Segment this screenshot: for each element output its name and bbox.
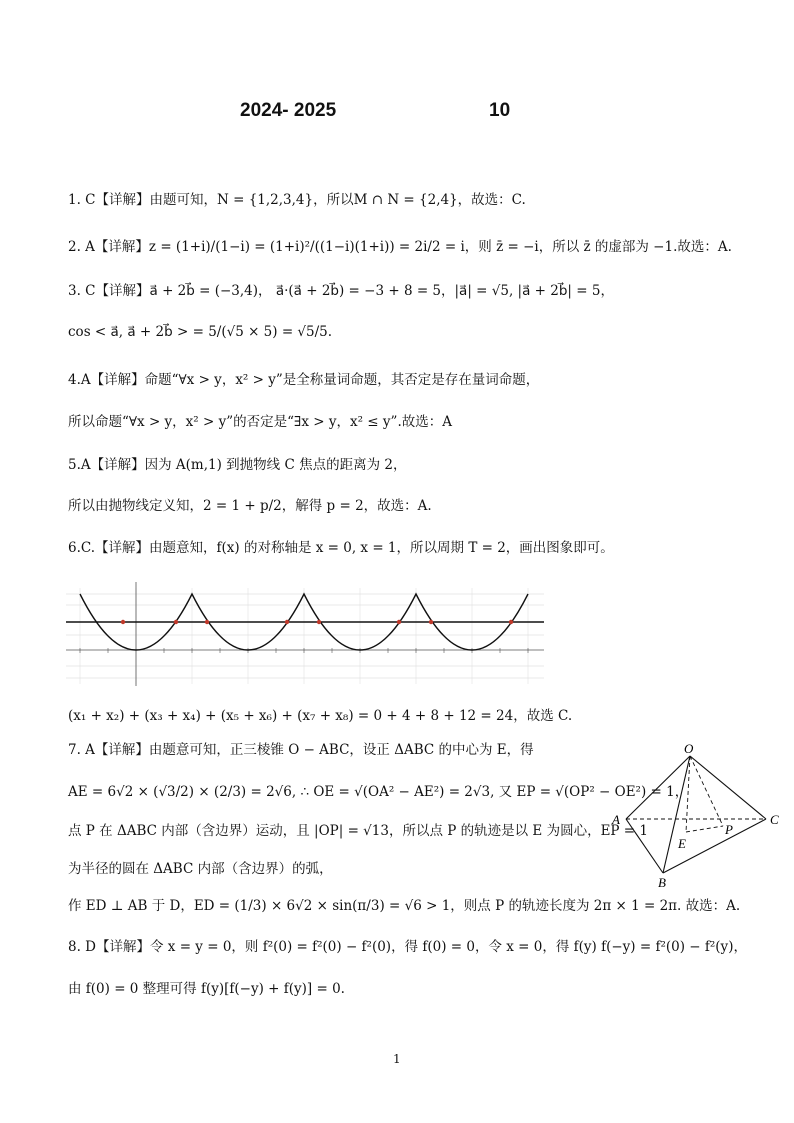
- answer-line-8b: 由 f(0) = 0 整理可得 f(y)[f(−y) + f(y)] = 0.: [68, 981, 345, 997]
- answer-line-7d: 为半径的圆在 ΔABC 内部（含边界）的弧，: [68, 861, 333, 877]
- answer-line-6b: (x₁ + x₂) + (x₃ + x₄) + (x₅ + x₆) + (x₇ + x₈) = 0 + 4 + 8 + 12 = 24，故选 C.: [68, 708, 573, 724]
- label-O: O: [684, 742, 694, 756]
- page-header-years: 2024- 2025: [240, 100, 337, 121]
- edge-OB: [663, 756, 690, 873]
- edge-OA: [626, 756, 690, 819]
- answer-line-7e: 作 ED ⊥ AB 于 D，ED = (1/3) × 6√2 × sin(π/3) = √6 > 1，则点 P 的轨迹长度为 2π × 1 = 2π. 故选：A.: [68, 898, 741, 914]
- label-C: C: [770, 812, 779, 827]
- answer-line-2: 2. A【详解】z = (1+i)/(1−i) = (1+i)²/((1−i)(1+i)) = 2i/2 = i，则 z̄ = −i，所以 z̄ 的虚部为 −1.故选：A.: [68, 239, 732, 255]
- periodic-function-graph: [66, 578, 546, 688]
- answer-line-4a: 4.A【详解】命题“∀x > y，x² > y”是全称量词命题，其否定是存在量词命题，: [68, 372, 540, 388]
- x-axis-ticks: [80, 648, 528, 653]
- answer-line-3b: cos < a⃗, a⃗ + 2b⃗ > = 5/(√5 × 5) = √5/5.: [68, 324, 333, 340]
- answer-line-7c: 点 P 在 ΔABC 内部（含边界）运动，且 |OP| = √13，所以点 P 的轨迹是以 E 为圆心，EP = 1: [68, 823, 648, 839]
- answer-line-5a: 5.A【详解】因为 A(m,1) 到抛物线 C 焦点的距离为 2，: [68, 457, 407, 473]
- answer-line-5b: 所以由抛物线定义知，2 = 1 + p/2，解得 p = 2，故选：A.: [68, 498, 432, 514]
- label-A: A: [612, 812, 620, 827]
- label-B: B: [658, 875, 666, 890]
- segment-OE: [686, 756, 690, 832]
- answer-line-6a: 6.C.【详解】由题意知，f(x) 的对称轴是 x = 0, x = 1，所以周期 T = 2，画出图象即可。: [68, 540, 614, 556]
- label-E: E: [678, 836, 686, 851]
- answer-line-7b: AE = 6√2 × (√3/2) × (2/3) = 2√6, ∴ OE = √(OA² − AE²) = 2√3, 又 EP = √(OP² − OE²) = 1，: [68, 784, 689, 800]
- segment-OP: [690, 756, 723, 826]
- answer-line-8a: 8. D【详解】令 x = y = 0，则 f²(0) = f²(0) − f²(0)，得 f(0) = 0，令 x = 0，得 f(y) f(−y) = f²(0) − f²(y)，: [68, 939, 747, 955]
- edge-OC: [690, 756, 766, 819]
- triangular-pyramid-diagram: [608, 742, 788, 892]
- answer-line-4b: 所以命题“∀x > y，x² > y”的否定是“∃x > y，x² ≤ y”.故选：A: [68, 414, 452, 430]
- answer-line-7a: 7. A【详解】由题意可知，正三棱锥 O − ABC，设正 ΔABC 的中心为 E，得: [68, 742, 534, 758]
- answer-line-3a: 3. C【详解】a⃗ + 2b⃗ = (−3,4)， a⃗·(a⃗ + 2b⃗) = −3 + 8 = 5，|a⃗| = √5, |a⃗ + 2b⃗| = 5，: [68, 283, 614, 299]
- page-number: 1: [393, 1052, 401, 1066]
- answer-line-1: 1. C【详解】由题可知，N = {1,2,3,4}，所以M ∩ N = {2,4}，故选：C.: [68, 192, 526, 208]
- segment-EP: [686, 826, 723, 832]
- edge-AB: [626, 819, 663, 873]
- label-P: P: [725, 822, 733, 837]
- graph-vertical-grid: [80, 588, 528, 684]
- page-header-number: 10: [489, 100, 511, 121]
